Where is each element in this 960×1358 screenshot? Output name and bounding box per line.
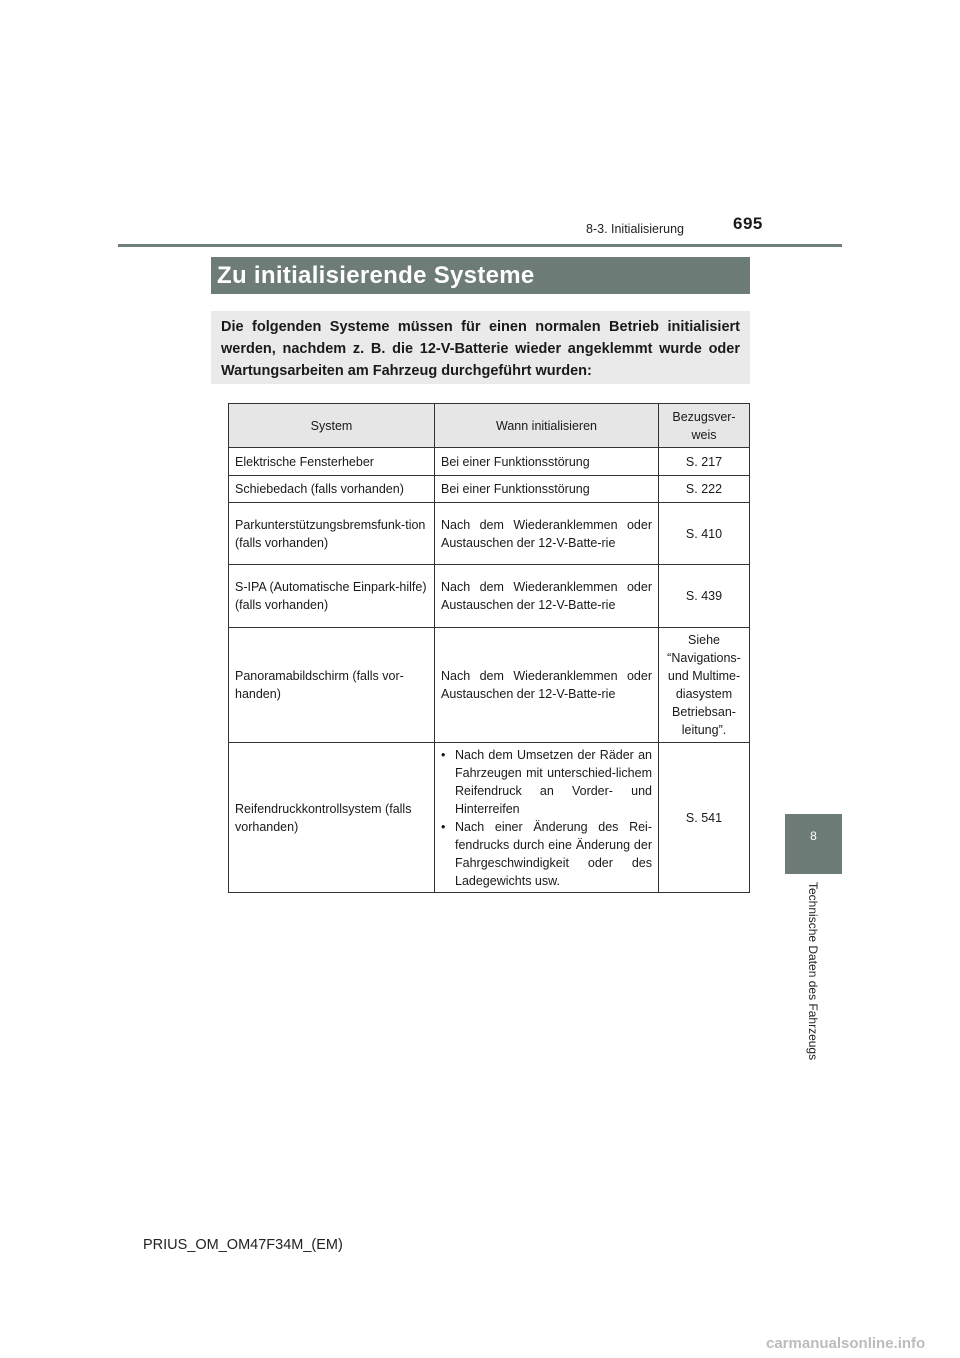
cell-reference: S. 541	[659, 743, 750, 893]
cell-when	[435, 743, 659, 893]
list-item: • Nach dem Umsetzen der Räder an Fahrzeugen mit unterschied-lichem Reifendruck an Vorder- und Hinterreifen	[441, 746, 652, 818]
cell-system: Parkunterstützungsbremsfunk-tion (falls vorhanden)	[229, 503, 435, 565]
table-row	[229, 743, 750, 893]
cell-system: Schiebedach (falls vorhanden)	[229, 476, 435, 503]
cell-system: Elektrische Fensterheber	[229, 448, 435, 476]
section-reference: 8-3. Initialisierung	[586, 222, 684, 236]
cell-reference: Siehe “Navigations- und Multime-diasystem Betriebsan-leitung”.	[659, 628, 750, 743]
when-list	[441, 746, 652, 890]
section-title: Zu initialisierende Systeme	[211, 257, 750, 294]
document-code: PRIUS_OM_OM47F34M_(EM)	[143, 1237, 343, 1253]
cell-reference: S. 410	[659, 503, 750, 565]
cell-system: S-IPA (Automatische Einpark-hilfe) (falls vorhanden)	[229, 565, 435, 628]
page-number: 695	[733, 214, 763, 233]
table-row	[229, 565, 750, 628]
chapter-number: 8	[810, 829, 817, 843]
watermark: carmanualsonline.info	[766, 1335, 926, 1352]
list-item: • Nach einer Änderung des Rei-fendrucks durch eine Änderung der Fahrgeschwindigkeit oder des Ladegewichts usw.	[441, 818, 652, 890]
cell-when: Bei einer Funktionsstörung	[435, 448, 659, 476]
table-row	[229, 503, 750, 565]
table-row	[229, 476, 750, 503]
cell-when: Nach dem Wiederanklemmen oder Austauschen der 12-V-Batte-rie	[435, 565, 659, 628]
cell-when: Nach dem Wiederanklemmen oder Austauschen der 12-V-Batte-rie	[435, 503, 659, 565]
cell-reference: S. 217	[659, 448, 750, 476]
table-row	[229, 628, 750, 743]
header-when: Wann initialisieren	[435, 404, 659, 448]
cell-reference: S. 222	[659, 476, 750, 503]
cell-when: Nach dem Wiederanklemmen oder Austauschen der 12-V-Batte-rie	[435, 628, 659, 743]
header-rule	[118, 244, 842, 247]
cell-system: Panoramabildschirm (falls vor-handen)	[229, 628, 435, 743]
cell-when: Bei einer Funktionsstörung	[435, 476, 659, 503]
header-system: System	[229, 404, 435, 448]
cell-reference: S. 439	[659, 565, 750, 628]
chapter-label: Technische Daten des Fahrzeugs	[806, 882, 820, 1061]
table-header-row	[229, 404, 750, 448]
initialization-table	[228, 403, 750, 893]
intro-text: Die folgenden Systeme müssen für einen normalen Betrieb initialisiert werden, nachdem z. B. die 12-V-Batterie wieder angeklemmt wurde oder Wartungsarbeiten am Fahrzeug durchgeführt wurden:	[211, 311, 750, 384]
cell-system: Reifendruckkontrollsystem (falls vorhanden)	[229, 743, 435, 893]
table-row	[229, 448, 750, 476]
chapter-tab	[785, 814, 842, 874]
header-reference: Bezugsver- weis	[659, 404, 750, 448]
